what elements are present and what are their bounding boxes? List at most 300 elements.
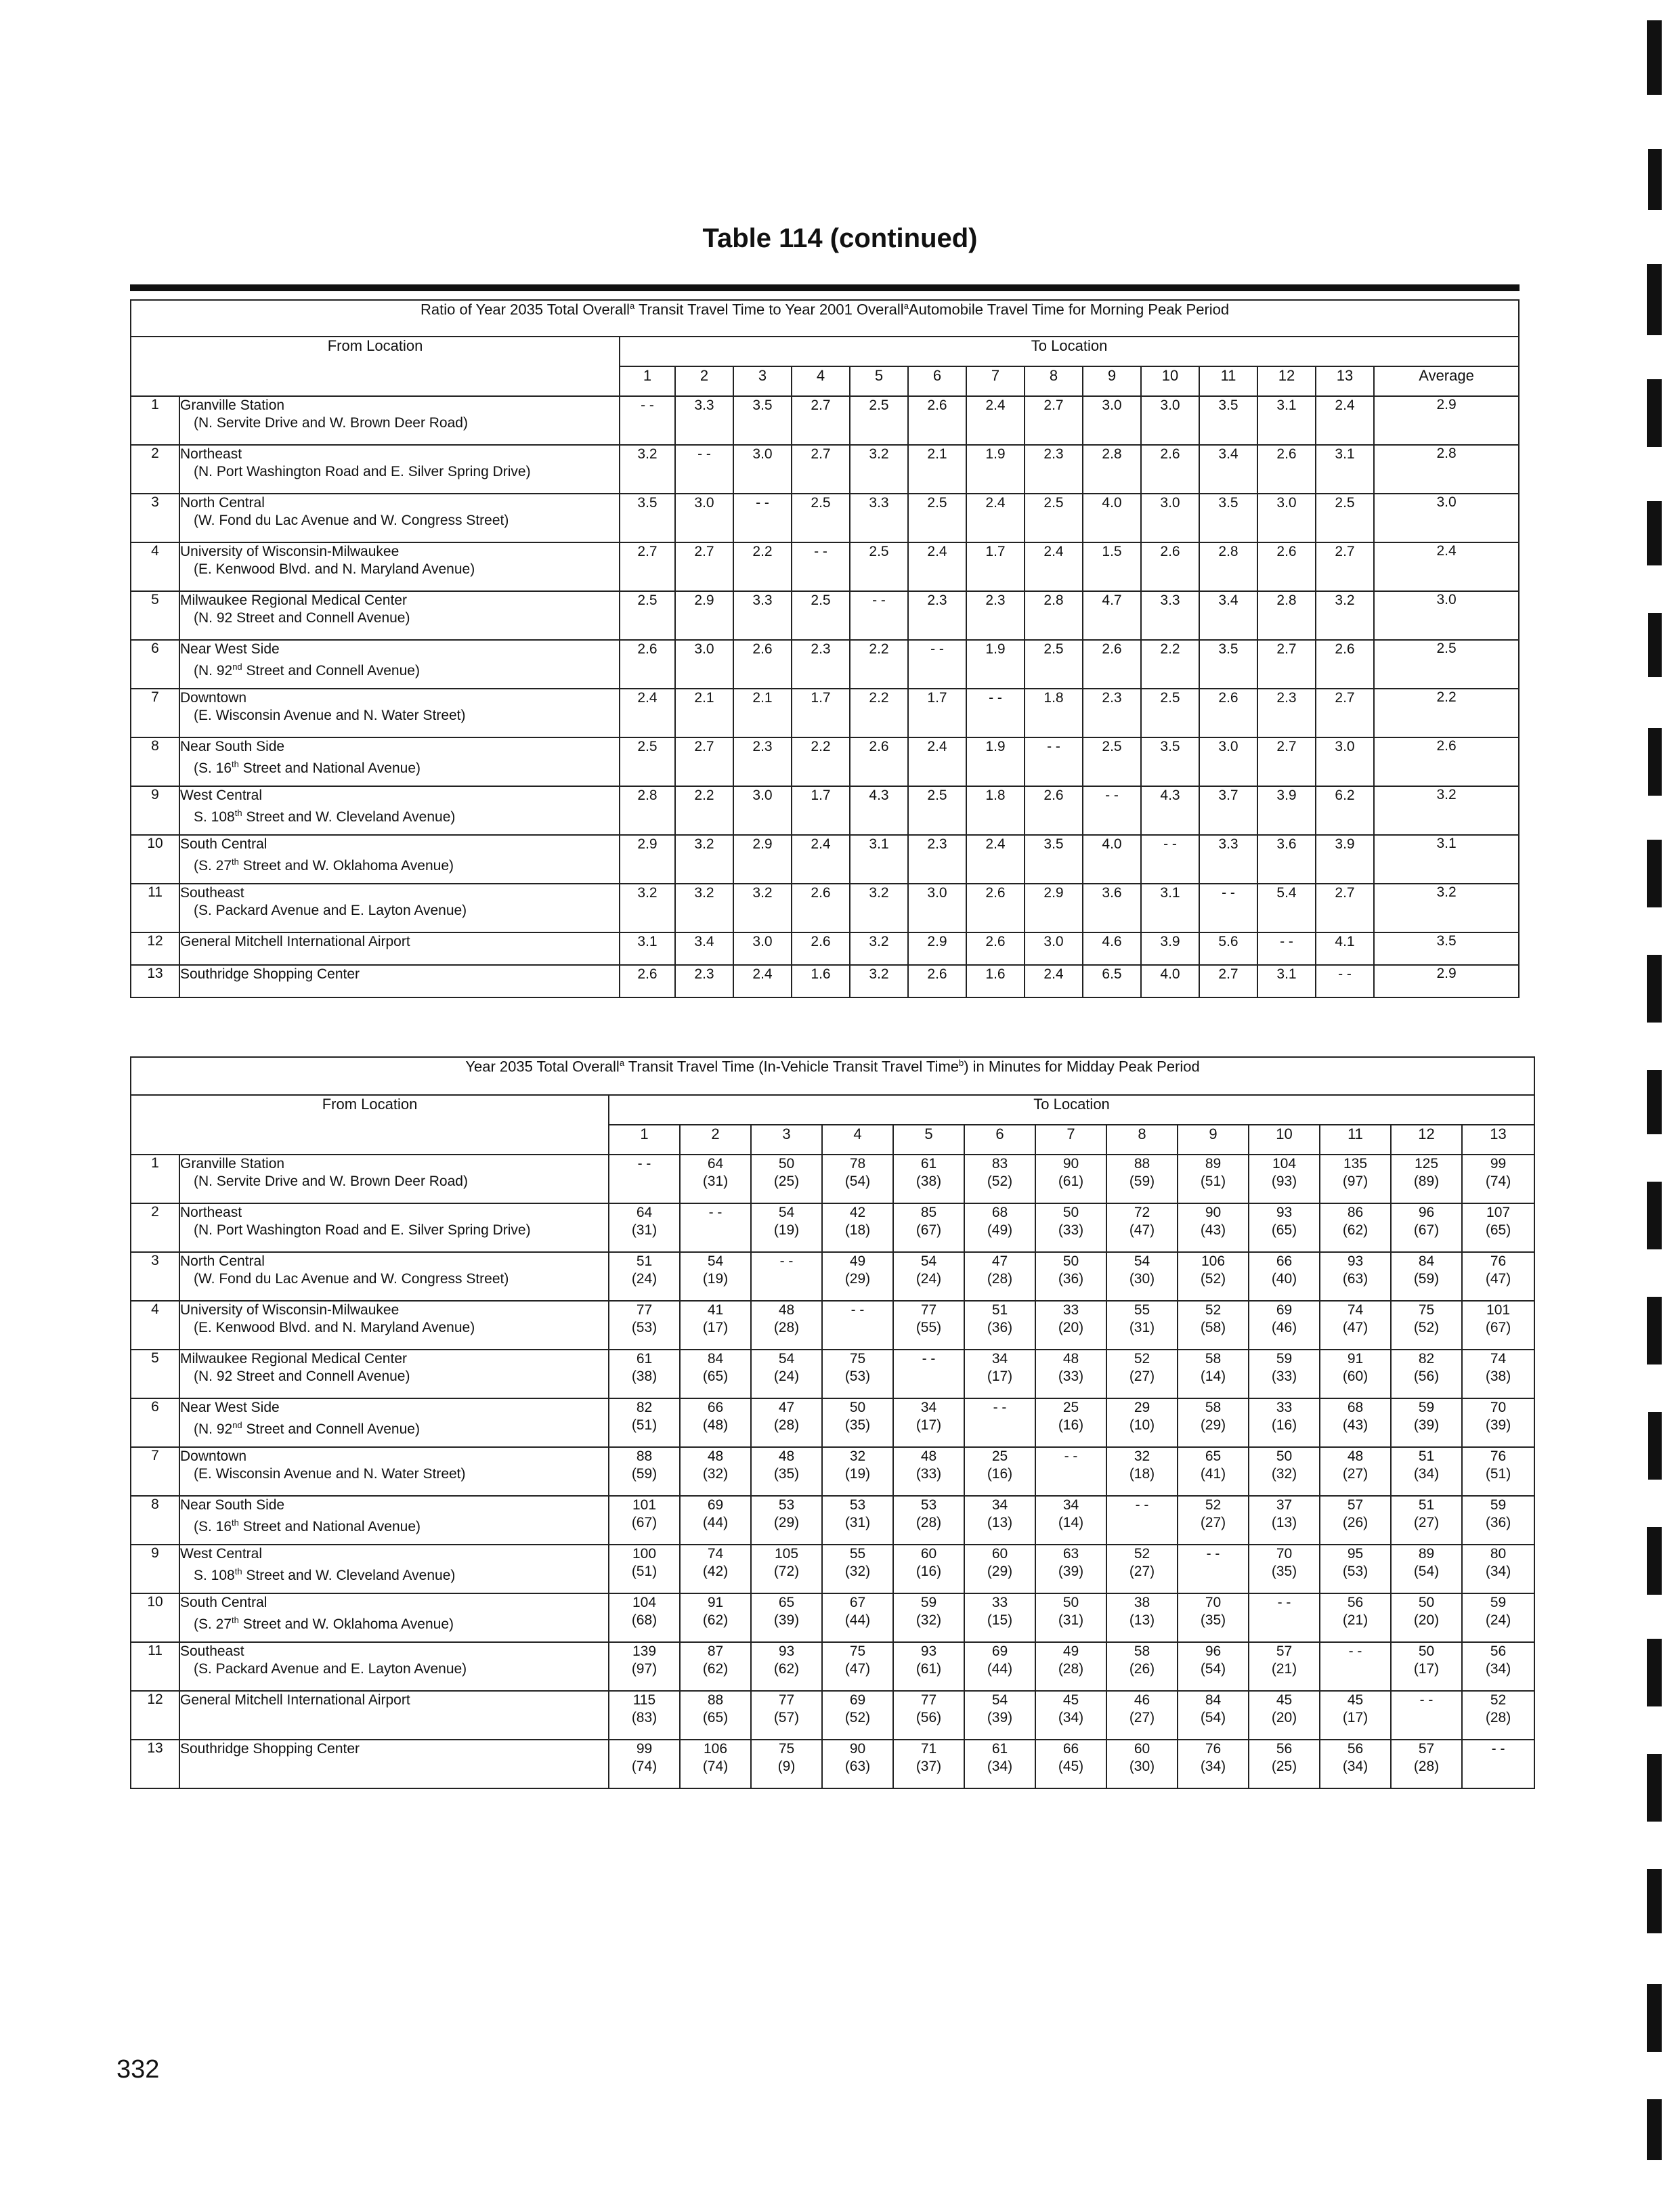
location-cell — [179, 1447, 609, 1496]
in-vehicle-time: (28) — [1485, 1710, 1511, 1725]
binding-mark — [1647, 840, 1662, 907]
column-header: 9 — [1178, 1125, 1249, 1155]
value-cell: 4.6 — [1083, 932, 1141, 965]
value-cell — [893, 1642, 964, 1691]
from-location-header: From Location — [131, 337, 620, 396]
value-cell: 2.6 — [1257, 445, 1316, 494]
value-cell: 2.7 — [1316, 689, 1374, 737]
in-vehicle-time: (62) — [702, 1612, 729, 1628]
column-header: 7 — [966, 366, 1025, 396]
value-cell: 2.3 — [675, 965, 733, 997]
total-time: 45 — [1062, 1692, 1079, 1708]
value-cell: 3.0 — [1141, 494, 1199, 542]
table-row — [131, 1203, 1534, 1252]
column-header: 4 — [792, 366, 850, 396]
value-cell: 2.4 — [1025, 965, 1083, 997]
in-vehicle-time: (29) — [1200, 1417, 1226, 1433]
total-time: 75 — [1418, 1302, 1435, 1318]
average-cell: 3.2 — [1374, 786, 1519, 835]
location-address: (E. Kenwood Blvd. and N. Maryland Avenue) — [194, 561, 475, 577]
column-header: 8 — [1025, 366, 1083, 396]
table-row — [131, 1398, 1534, 1447]
total-time: 70 — [1490, 1400, 1507, 1415]
total-time: 72 — [1134, 1205, 1150, 1220]
row-number: 8 — [131, 737, 179, 786]
in-vehicle-time: (36) — [1485, 1515, 1511, 1530]
value-cell: 6.5 — [1083, 965, 1141, 997]
value-cell: 3.4 — [1199, 591, 1257, 640]
value-cell — [822, 1642, 893, 1691]
in-vehicle-time: (62) — [702, 1661, 729, 1677]
table-row — [131, 1350, 1534, 1398]
total-time: 33 — [991, 1595, 1008, 1610]
value-cell — [1249, 1691, 1320, 1740]
in-vehicle-time: (47) — [1342, 1320, 1369, 1335]
total-time: 76 — [1205, 1741, 1222, 1757]
in-vehicle-time: (74) — [702, 1759, 729, 1774]
value-cell — [893, 1252, 964, 1301]
value-cell: 3.6 — [1257, 835, 1316, 884]
in-vehicle-time: (26) — [1129, 1661, 1155, 1677]
total-time: 49 — [1062, 1643, 1079, 1659]
total-time: 88 — [636, 1448, 653, 1464]
total-time: - - — [1491, 1741, 1505, 1757]
location-address: (E. Wisconsin Avenue and N. Water Street) — [194, 708, 466, 723]
total-time: 101 — [632, 1497, 657, 1513]
total-time: 99 — [636, 1741, 653, 1757]
value-cell: 3.9 — [1316, 835, 1374, 884]
value-cell — [1320, 1593, 1391, 1642]
value-cell — [680, 1350, 751, 1398]
total-time: 93 — [920, 1643, 937, 1659]
in-vehicle-time: (41) — [1200, 1466, 1226, 1482]
value-cell: 3.3 — [850, 494, 908, 542]
location-name: Northeast — [180, 446, 242, 462]
value-cell — [822, 1252, 893, 1301]
total-time: 58 — [1205, 1400, 1222, 1415]
value-cell — [1462, 1350, 1534, 1398]
value-cell — [1178, 1691, 1249, 1740]
location-name: North Central — [180, 1253, 265, 1269]
value-cell: 2.6 — [1257, 542, 1316, 591]
value-cell — [680, 1642, 751, 1691]
value-cell: 2.7 — [620, 542, 675, 591]
table-row — [131, 1740, 1534, 1788]
value-cell — [751, 1593, 822, 1642]
location-address: (S. 27th Street and W. Oklahoma Avenue) — [194, 857, 454, 874]
total-time: 59 — [1276, 1351, 1293, 1367]
binding-mark — [1647, 1754, 1662, 1822]
value-cell: 3.2 — [620, 445, 675, 494]
table-row — [131, 884, 1519, 932]
value-cell — [893, 1203, 964, 1252]
value-cell: 2.2 — [792, 737, 850, 786]
value-cell — [1249, 1593, 1320, 1642]
total-time: 46 — [1134, 1692, 1150, 1708]
total-time: 32 — [849, 1448, 866, 1464]
value-cell — [1462, 1593, 1534, 1642]
in-vehicle-time: (51) — [631, 1417, 658, 1433]
column-header: 13 — [1316, 366, 1374, 396]
table-row — [131, 737, 1519, 786]
in-vehicle-time: (53) — [844, 1369, 871, 1384]
value-cell: 2.6 — [966, 884, 1025, 932]
value-cell: 2.1 — [908, 445, 966, 494]
location-address: (E. Wisconsin Avenue and N. Water Street) — [194, 1466, 466, 1482]
morning-ratio-table — [130, 299, 1520, 998]
in-vehicle-time: (59) — [1129, 1174, 1155, 1189]
row-number: 4 — [131, 1301, 179, 1350]
total-time: 48 — [778, 1302, 795, 1318]
value-cell: 2.2 — [850, 689, 908, 737]
value-cell — [822, 1301, 893, 1350]
value-cell: 2.4 — [908, 542, 966, 591]
value-cell: 3.0 — [1316, 737, 1374, 786]
value-cell: - - — [733, 494, 792, 542]
value-cell: 2.2 — [675, 786, 733, 835]
in-vehicle-time: (63) — [1342, 1271, 1369, 1287]
location-name: Near South Side — [180, 739, 285, 754]
value-cell: 2.6 — [908, 965, 966, 997]
total-time: 56 — [1347, 1741, 1364, 1757]
in-vehicle-time: (24) — [1485, 1612, 1511, 1628]
value-cell: 2.2 — [1141, 640, 1199, 689]
in-vehicle-time: (27) — [1129, 1369, 1155, 1384]
value-cell — [1249, 1545, 1320, 1593]
location-address: (S. Packard Avenue and E. Layton Avenue) — [194, 903, 467, 918]
total-time: 60 — [1134, 1741, 1150, 1757]
value-cell: 2.6 — [1141, 445, 1199, 494]
value-cell — [1035, 1496, 1106, 1545]
total-time: 90 — [849, 1741, 866, 1757]
value-cell — [1249, 1301, 1320, 1350]
value-cell — [609, 1252, 680, 1301]
value-cell — [1320, 1252, 1391, 1301]
total-time: 52 — [1205, 1497, 1222, 1513]
average-cell: 2.4 — [1374, 542, 1519, 591]
column-header: 11 — [1320, 1125, 1391, 1155]
in-vehicle-time: (33) — [916, 1466, 942, 1482]
total-time: 54 — [1134, 1253, 1150, 1269]
in-vehicle-time: (67) — [1485, 1320, 1511, 1335]
in-vehicle-time: (9) — [777, 1759, 796, 1774]
total-time: 42 — [849, 1205, 866, 1220]
value-cell — [1391, 1642, 1462, 1691]
value-cell: 2.9 — [620, 835, 675, 884]
total-time: 77 — [636, 1302, 653, 1318]
total-time: 25 — [991, 1448, 1008, 1464]
location-cell — [179, 1496, 609, 1545]
in-vehicle-time: (37) — [916, 1759, 942, 1774]
binding-mark — [1648, 728, 1662, 796]
row-number: 10 — [131, 835, 179, 884]
value-cell — [893, 1447, 964, 1496]
value-cell — [1462, 1496, 1534, 1545]
value-cell — [1178, 1350, 1249, 1398]
row-number: 11 — [131, 1642, 179, 1691]
in-vehicle-time: (54) — [1200, 1661, 1226, 1677]
location-cell — [179, 591, 620, 640]
value-cell — [1178, 1155, 1249, 1203]
value-cell — [609, 1642, 680, 1691]
value-cell — [1462, 1545, 1534, 1593]
value-cell — [751, 1203, 822, 1252]
total-time: 59 — [1490, 1595, 1507, 1610]
in-vehicle-time: (59) — [1413, 1271, 1440, 1287]
table-row — [131, 1691, 1534, 1740]
total-time: 88 — [707, 1692, 724, 1708]
value-cell — [1462, 1642, 1534, 1691]
total-time: 50 — [1062, 1595, 1079, 1610]
average-cell: 2.9 — [1374, 396, 1519, 445]
in-vehicle-time: (35) — [1200, 1612, 1226, 1628]
binding-mark — [1648, 613, 1662, 677]
value-cell: 3.2 — [850, 932, 908, 965]
total-time: 139 — [632, 1643, 657, 1659]
in-vehicle-time: (54) — [1200, 1710, 1226, 1725]
total-time: 59 — [1490, 1497, 1507, 1513]
total-time: 70 — [1205, 1595, 1222, 1610]
value-cell — [1462, 1398, 1534, 1447]
value-cell: 4.0 — [1083, 494, 1141, 542]
total-time: 83 — [991, 1156, 1008, 1172]
location-address: (N. Servite Drive and W. Brown Deer Road) — [194, 1174, 468, 1189]
value-cell — [1035, 1593, 1106, 1642]
column-header: 5 — [893, 1125, 964, 1155]
in-vehicle-time: (18) — [844, 1222, 871, 1238]
value-cell: 2.3 — [1025, 445, 1083, 494]
value-cell: 5.4 — [1257, 884, 1316, 932]
in-vehicle-time: (54) — [844, 1174, 871, 1189]
value-cell: 1.9 — [966, 737, 1025, 786]
value-cell: 2.6 — [792, 884, 850, 932]
in-vehicle-time: (31) — [1129, 1320, 1155, 1335]
table-row — [131, 1447, 1534, 1496]
value-cell: 2.6 — [620, 965, 675, 997]
value-cell: 2.7 — [1257, 737, 1316, 786]
location-name: Milwaukee Regional Medical Center — [180, 1351, 407, 1367]
value-cell: 3.6 — [1083, 884, 1141, 932]
value-cell — [1391, 1545, 1462, 1593]
total-time: 58 — [1205, 1351, 1222, 1367]
value-cell — [964, 1203, 1035, 1252]
table-row — [131, 1252, 1534, 1301]
table-row — [131, 1642, 1534, 1691]
value-cell: 3.1 — [1257, 965, 1316, 997]
in-vehicle-time: (43) — [1200, 1222, 1226, 1238]
value-cell — [1391, 1301, 1462, 1350]
total-time: 77 — [778, 1692, 795, 1708]
value-cell — [751, 1301, 822, 1350]
value-cell: 3.2 — [733, 884, 792, 932]
table-caption — [131, 1057, 1534, 1095]
total-time: 53 — [920, 1497, 937, 1513]
in-vehicle-time: (34) — [1485, 1564, 1511, 1579]
location-address: (W. Fond du Lac Avenue and W. Congress Street) — [194, 1271, 509, 1287]
in-vehicle-time: (27) — [1200, 1515, 1226, 1530]
total-time: 60 — [920, 1546, 937, 1562]
in-vehicle-time: (65) — [702, 1710, 729, 1725]
in-vehicle-time: (83) — [631, 1710, 658, 1725]
value-cell: 2.4 — [966, 494, 1025, 542]
in-vehicle-time: (32) — [1271, 1466, 1297, 1482]
value-cell: 3.5 — [1199, 396, 1257, 445]
caption-text: ) in Minutes for Midday Peak Period — [964, 1058, 1200, 1075]
in-vehicle-time: (25) — [773, 1174, 800, 1189]
total-time: 101 — [1486, 1302, 1511, 1318]
location-name: Near West Side — [180, 641, 280, 657]
in-vehicle-time: (67) — [631, 1515, 658, 1530]
value-cell — [893, 1496, 964, 1545]
location-address: (S. 16th Street and National Avenue) — [194, 759, 421, 776]
value-cell: 2.4 — [733, 965, 792, 997]
value-cell: 2.8 — [1083, 445, 1141, 494]
location-address: (N. 92nd Street and Connell Avenue) — [194, 662, 420, 679]
in-vehicle-time: (19) — [844, 1466, 871, 1482]
value-cell — [964, 1155, 1035, 1203]
location-name: Downtown — [180, 690, 247, 706]
binding-mark — [1647, 1182, 1662, 1249]
value-cell: 2.3 — [966, 591, 1025, 640]
location-name: West Central — [180, 1546, 262, 1562]
value-cell: 3.0 — [1083, 396, 1141, 445]
location-address: S. 108th Street and W. Cleveland Avenue) — [194, 808, 456, 825]
value-cell: 3.2 — [675, 884, 733, 932]
table-row — [131, 689, 1519, 737]
column-header: 1 — [620, 366, 675, 396]
value-cell: 3.4 — [675, 932, 733, 965]
total-time: 67 — [849, 1595, 866, 1610]
value-cell — [1462, 1301, 1534, 1350]
value-cell: - - — [850, 591, 908, 640]
in-vehicle-time: (47) — [1129, 1222, 1155, 1238]
table-row — [131, 1545, 1534, 1593]
value-cell — [1462, 1447, 1534, 1496]
value-cell: 2.3 — [908, 591, 966, 640]
average-cell: 3.1 — [1374, 835, 1519, 884]
value-cell: 3.1 — [620, 932, 675, 965]
total-time: 84 — [1205, 1692, 1222, 1708]
value-cell: 2.6 — [620, 640, 675, 689]
location-address: (N. 92nd Street and Connell Avenue) — [194, 1420, 420, 1437]
column-header: 2 — [680, 1125, 751, 1155]
total-time: 57 — [1347, 1497, 1364, 1513]
total-time: 100 — [632, 1546, 657, 1562]
value-cell — [1106, 1593, 1178, 1642]
column-header: 12 — [1257, 366, 1316, 396]
value-cell — [893, 1740, 964, 1788]
total-time: 135 — [1343, 1156, 1368, 1172]
value-cell — [1320, 1740, 1391, 1788]
total-time: - - — [1064, 1448, 1078, 1464]
value-cell: 2.5 — [850, 396, 908, 445]
row-number: 4 — [131, 542, 179, 591]
binding-mark — [1647, 20, 1662, 95]
in-vehicle-time: (43) — [1342, 1417, 1369, 1433]
value-cell — [1106, 1447, 1178, 1496]
value-cell: - - — [675, 445, 733, 494]
value-cell: 1.7 — [966, 542, 1025, 591]
location-address: (N. 92 Street and Connell Avenue) — [194, 1369, 410, 1384]
in-vehicle-time: (48) — [702, 1417, 729, 1433]
total-time: 64 — [636, 1205, 653, 1220]
to-location-header: To Location — [620, 337, 1519, 366]
total-time: - - — [850, 1302, 865, 1318]
value-cell: 2.5 — [908, 494, 966, 542]
location-cell — [179, 1545, 609, 1593]
location-cell — [179, 1642, 609, 1691]
in-vehicle-time: (67) — [916, 1222, 942, 1238]
total-time: 104 — [1272, 1156, 1297, 1172]
value-cell — [680, 1155, 751, 1203]
value-cell — [1178, 1398, 1249, 1447]
value-cell: 3.0 — [733, 786, 792, 835]
value-cell — [1249, 1740, 1320, 1788]
value-cell: 2.6 — [1316, 640, 1374, 689]
total-time: - - — [993, 1400, 1007, 1415]
in-vehicle-time: (21) — [1342, 1612, 1369, 1628]
total-time: 54 — [778, 1205, 795, 1220]
in-vehicle-time: (35) — [844, 1417, 871, 1433]
value-cell — [1035, 1252, 1106, 1301]
table-row — [131, 396, 1519, 445]
value-cell: 5.6 — [1199, 932, 1257, 965]
in-vehicle-time: (19) — [702, 1271, 729, 1287]
value-cell: 3.9 — [1257, 786, 1316, 835]
in-vehicle-time: (55) — [916, 1320, 942, 1335]
value-cell — [1249, 1350, 1320, 1398]
total-time: 57 — [1276, 1643, 1293, 1659]
total-time: 34 — [1062, 1497, 1079, 1513]
value-cell: 2.4 — [908, 737, 966, 786]
total-time: 41 — [707, 1302, 724, 1318]
value-cell — [822, 1593, 893, 1642]
value-cell — [680, 1545, 751, 1593]
value-cell — [1249, 1642, 1320, 1691]
total-time: 80 — [1490, 1546, 1507, 1562]
total-time: 63 — [1062, 1546, 1079, 1562]
in-vehicle-time: (19) — [773, 1222, 800, 1238]
value-cell: 3.0 — [733, 932, 792, 965]
value-cell — [680, 1740, 751, 1788]
in-vehicle-time: (53) — [631, 1320, 658, 1335]
value-cell — [1391, 1155, 1462, 1203]
value-cell: - - — [1083, 786, 1141, 835]
value-cell — [1035, 1447, 1106, 1496]
value-cell: 2.5 — [1316, 494, 1374, 542]
total-time: 76 — [1490, 1448, 1507, 1464]
value-cell — [609, 1496, 680, 1545]
total-time: 93 — [1276, 1205, 1293, 1220]
column-header: 10 — [1249, 1125, 1320, 1155]
value-cell — [1178, 1545, 1249, 1593]
value-cell: 2.6 — [733, 640, 792, 689]
value-cell: 2.7 — [675, 737, 733, 786]
total-time: 68 — [991, 1205, 1008, 1220]
value-cell: 3.1 — [1257, 396, 1316, 445]
in-vehicle-time: (28) — [987, 1271, 1013, 1287]
value-cell — [1106, 1545, 1178, 1593]
in-vehicle-time: (65) — [1485, 1222, 1511, 1238]
value-cell: - - — [792, 542, 850, 591]
value-cell — [964, 1301, 1035, 1350]
location-cell — [179, 932, 620, 965]
total-time: 104 — [632, 1595, 657, 1610]
in-vehicle-time: (28) — [773, 1417, 800, 1433]
value-cell — [1391, 1496, 1462, 1545]
total-time: 74 — [1490, 1351, 1507, 1367]
value-cell: 2.6 — [1141, 542, 1199, 591]
